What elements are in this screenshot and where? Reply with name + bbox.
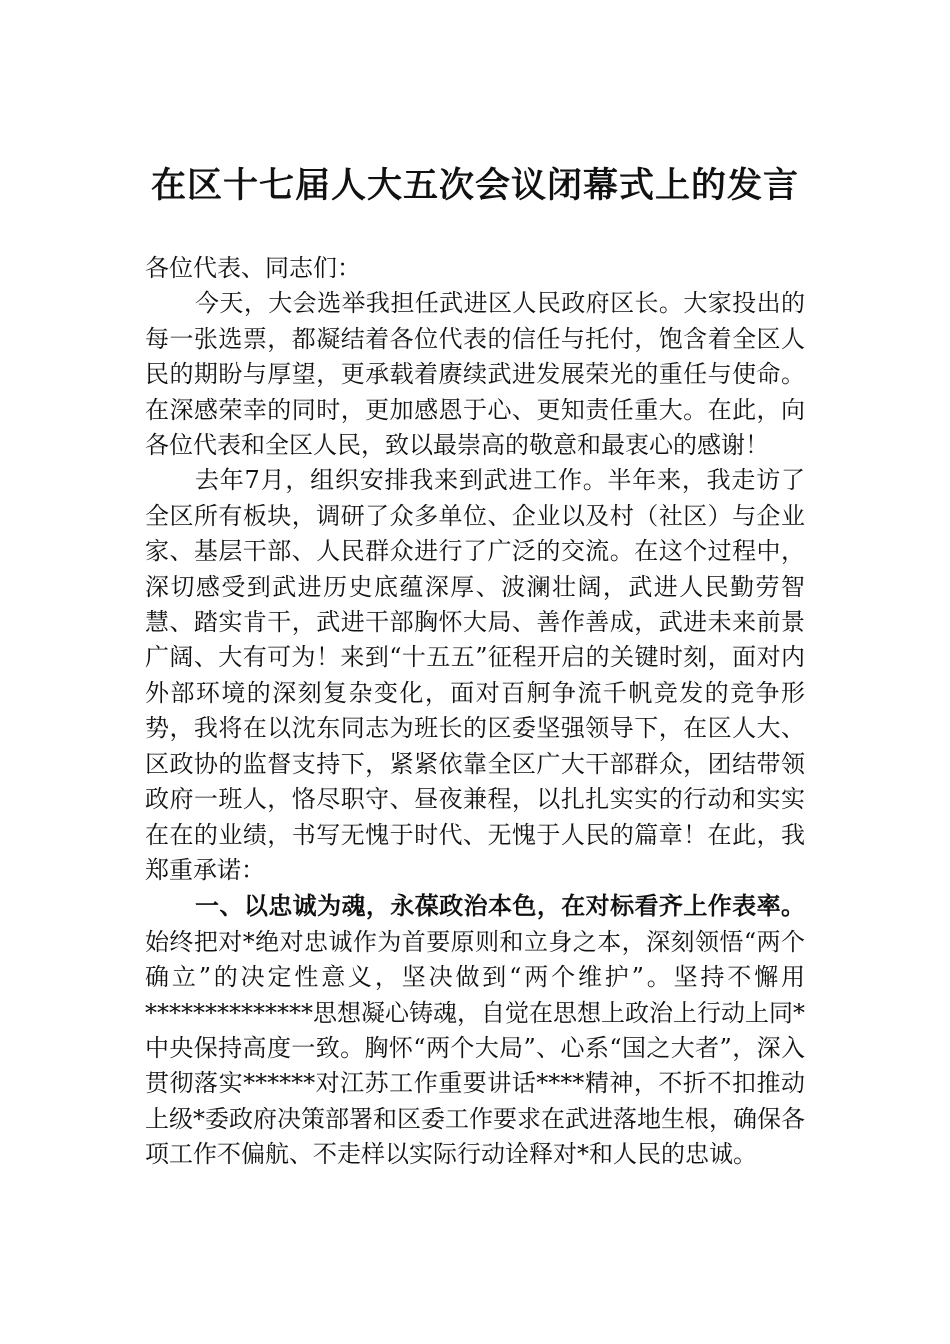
paragraph-2 (145, 463, 805, 888)
paragraph-3 (145, 888, 805, 1172)
paragraph-3-heading: 一、以忠诚为魂，永葆政治本色，在对标看齐上作表率。 (195, 891, 805, 921)
document-title: 在区十七届人大五次会议闭幕式上的发言 (150, 165, 799, 206)
paragraph-3-text: 始终把对*绝对忠诚作为首要原则和立身之本，深刻领悟“两个确立”的决定性意义，坚决做到“两个维护”。坚持不懈用**************思想凝心铸魂，自觉在思想上政治上行动上同*中央保持高度一致。胸怀“两个大局”、心系“国之大者”，深入贯彻落实******对江苏工作重要讲话****精神，不折不扣推动上级*委政府决策部署和区委工作要求在武进落地生根，确保各项工作不偏航、不走样以实际行动诠释对*和人民的忠诚。 (145, 927, 805, 1169)
document-body (145, 251, 805, 1173)
salutation: 各位代表、同志们： (145, 254, 361, 282)
paragraph-2-text: 去年7月，组织安排我来到武进工作。半年来，我走访了全区所有板块，调研了众多单位、企业以及村（社区）与企业家、基层干部、人民群众进行了广泛的交流。在这个过程中，深切感受到武进历史底蕴深厚、波澜壮阔，武进人民勤劳智慧、踏实肯干，武进干部胸怀大局、善作善成，武进未来前景广阔、大有可为！来到“十五五”征程开启的关键时刻，面对内外部环境的深刻复杂变化，面对百舸争流千帆竞发的竞争形势，我将在以沈东同志为班长的区委坚强领导下，在区人大、区政协的监督支持下，紧紧依靠全区广大干部群众，团结带领政府一班人，恪尽职守、昼夜兼程，以扎扎实实的行动和实实在在的业绩，书写无愧于时代、无愧于人民的篇章！在此，我郑重承诺： (145, 466, 805, 884)
paragraph-1 (145, 286, 805, 463)
paragraph-1-text: 今天，大会选举我担任武进区人民政府区长。大家投出的每一张选票，都凝结着各位代表的信任与托付，饱含着全区人民的期盼与厚望，更承载着赓续武进发展荣光的重任与使命。在深感荣幸的同时，更加感恩于心、更知责任重大。在此，向各位代表和全区人民，致以最崇高的敬意和最衷心的感谢！ (145, 289, 805, 460)
